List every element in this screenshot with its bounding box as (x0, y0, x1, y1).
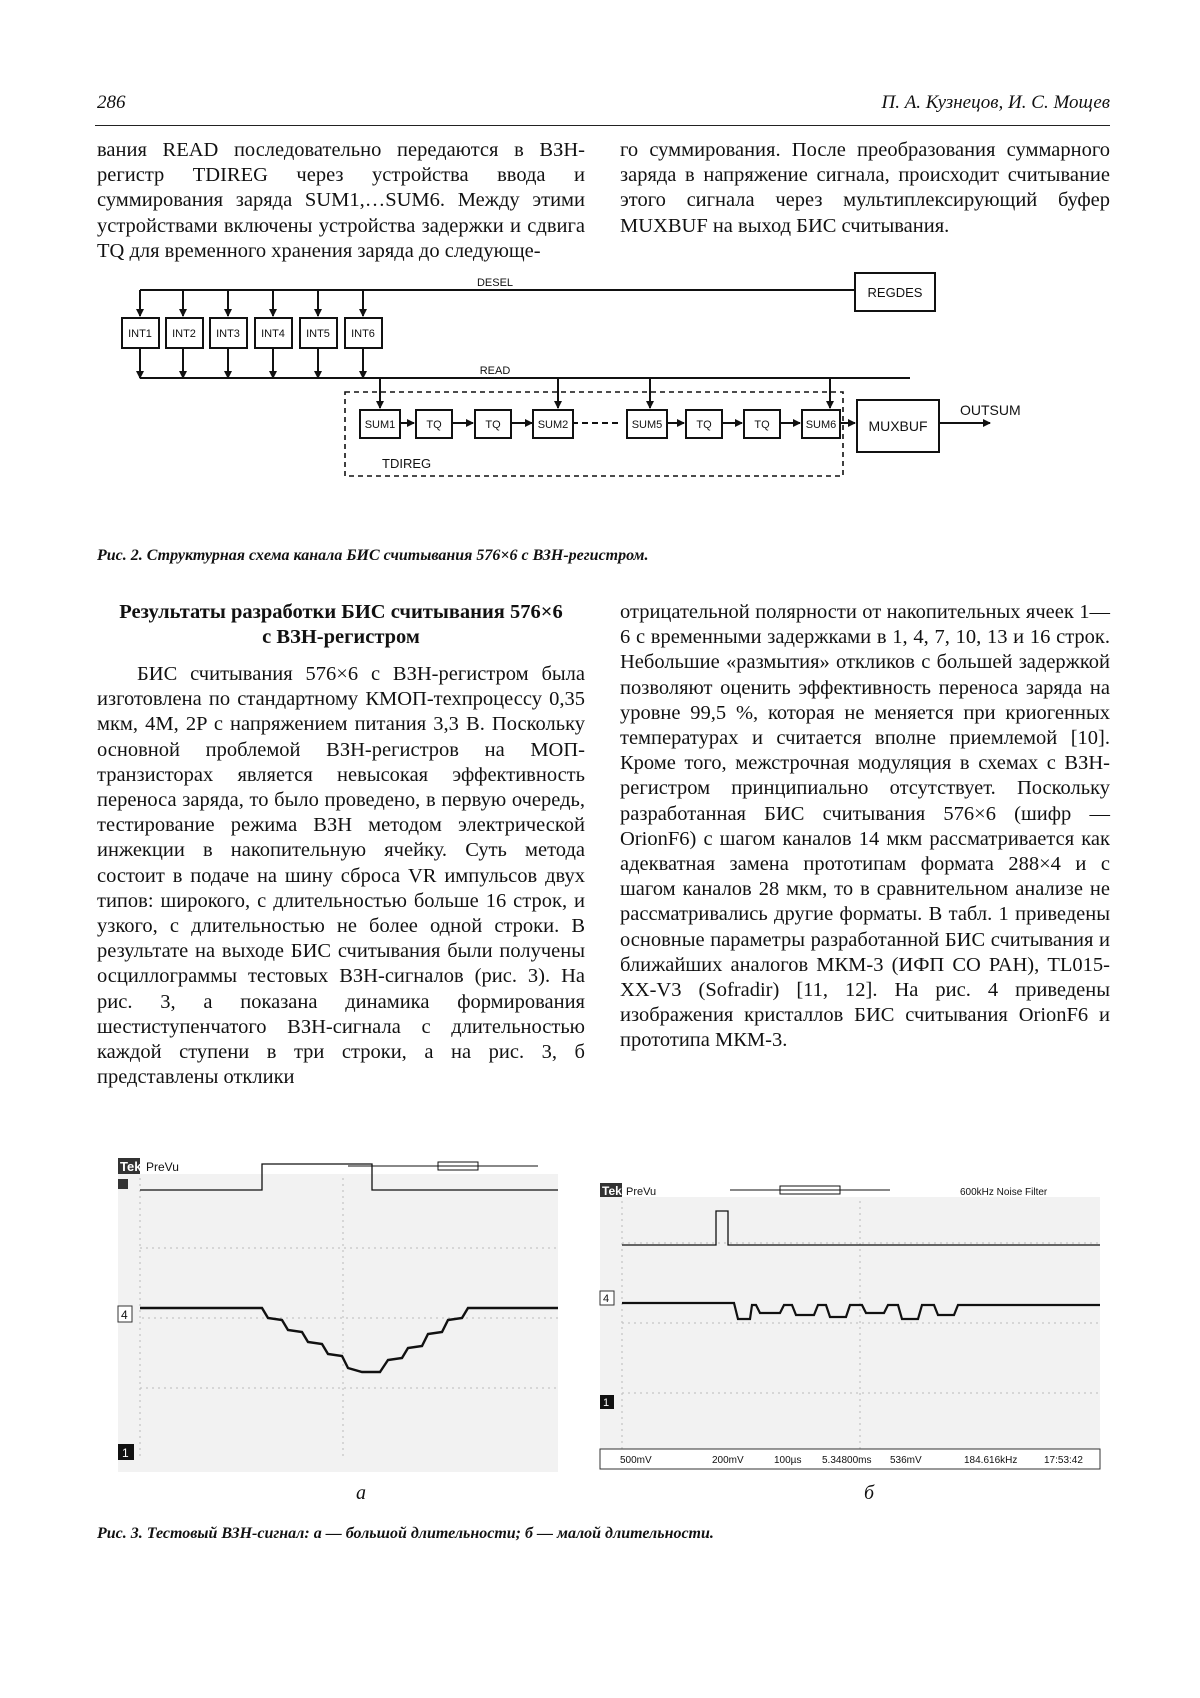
scope-a-brand: Tek (120, 1159, 142, 1174)
int5-label: INT5 (306, 328, 330, 340)
read-label: READ (479, 365, 511, 377)
int3-label: INT3 (216, 328, 240, 340)
sum1-label: SUM1 (364, 419, 396, 431)
figure-2-block-diagram (120, 277, 1100, 515)
scope-b-filter: 600kHz Noise Filter (960, 1187, 1048, 1198)
scope-b-ch1-readout: 500mV (620, 1455, 652, 1466)
tq-label-1: TQ (426, 419, 442, 431)
page-number: 286 (97, 92, 126, 113)
bottom-left-column (97, 600, 585, 1090)
tq-label-4: TQ (754, 419, 770, 431)
sum5-label: SUM5 (631, 419, 663, 431)
tdireg-label: TDIREG (382, 456, 432, 471)
figure-2-caption: Рис. 2. Структурная схема канала БИС считывания 576×6 с ВЗН-регистром. (97, 547, 649, 564)
desel-label: DESEL (476, 277, 514, 289)
bottom-right-paragraph: отрицательной полярности от накопительных ячеек 1—6 с временными задержками в 1, 4, 7, 10, 13 и 16 строк. Небольшие «размытия» откликов с большей задержкой позволяют оценить эффективность переноса заряда на уровне 99,5 %, которая не меняется при криогенных температурах и считается вполне приемлемой [10]. Кроме того, межстрочная модуляция в схемах с ВЗН-регистром принципиально отсутствует. Поскольку разработанная БИС считывания 576×6 (шифр — OrionF6) с шагом каналов 14 мкм рассматривается как адекватная замена прототипам формата 288×4 и с шагом каналов 28 мкм, то в сравнительном анализе не рассматривались другие форматы. В табл. 1 приведены основные параметры разработанной БИС считывания и ближайших аналогов МКМ-3 (ИФП СО РАН), TL015-XX-V3 (Sofradir) [11, 12]. На рис. 4 приведены изображения кристаллов БИС считывания OrionF6 и прототипа МКМ-3. (620, 601, 1110, 1052)
tq-label-3: TQ (696, 419, 712, 431)
scope-b-position-readout: 5.34800ms (822, 1455, 872, 1466)
scope-b-ch4-readout: 200mV (712, 1455, 744, 1466)
scope-a-ch4-marker: 4 (121, 1308, 128, 1322)
int1-label: INT1 (128, 328, 152, 340)
int6-label: INT6 (351, 328, 375, 340)
scope-a-ch1-marker: 1 (122, 1446, 129, 1460)
scope-b-frequency-readout: 184.616kHz (964, 1455, 1018, 1466)
figure-3-caption: Рис. 3. Тестовый ВЗН-сигнал: а — большой длительности; б — малой длительности. (97, 1525, 714, 1542)
scope-b-ch1-marker: 1 (603, 1397, 610, 1409)
top-left-column (97, 138, 585, 264)
outsum-label: OUTSUM (960, 402, 1021, 418)
section-title-line2: с ВЗН-регистром (262, 626, 420, 648)
regdes-label: REGDES (867, 285, 923, 300)
scope-b-timebase-readout: 100µs (774, 1455, 802, 1466)
figure-3a-label: а (356, 1482, 366, 1504)
muxbuf-label: MUXBUF (868, 418, 928, 434)
scope-b-brand: Tek (602, 1184, 622, 1198)
header-rule (95, 125, 1110, 126)
scope-b-ch4-marker: 4 (603, 1293, 610, 1305)
bottom-left-paragraph: БИС считывания 576×6 с ВЗН-регистром была изготовлена по стандартному КМОП-техпроцессу 0,35 мкм, 4M, 2P с напряжением питания 3,3 В. Поскольку основной проблемой ВЗН-регистров на МОП-транзисторах является невысокая эффективность переноса заряда, то было проведено, в первую очередь, тестирование режима ВЗН методом электрической инжекции в накопительную ячейку. Суть метода состоит в подаче на шину сброса VR импульсов двух типов: широкого, с длительностью больше 16 строк, и узкого, с длительностью не более одной строки. В результате на выходе БИС считывания были получены осциллограммы тестовых ВЗН-сигналов (рис. 3). На рис. 3, а показана динамика формирования шестиступенчатого ВЗН-сигнала с длительностью каждой ступени в три строки, а на рис. 3, б представлены отклики (97, 663, 585, 1089)
sum2-label: SUM2 (537, 419, 569, 431)
figure-3b-label: б (864, 1482, 875, 1504)
section-title-line1: Результаты разработки БИС считывания 576×6 (119, 601, 563, 623)
scope-b-mode: PreVu (626, 1186, 657, 1198)
section-title (97, 600, 585, 650)
running-head: П. А. Кузнецов, И. С. Мощев (881, 92, 1110, 113)
sum6-label: SUM6 (805, 419, 837, 431)
scope-a-mode: PreVu (146, 1160, 179, 1174)
tq-label-2: TQ (485, 419, 501, 431)
scope-b-clock-readout: 17:53:42 (1044, 1455, 1083, 1466)
bottom-right-column (620, 600, 1110, 1054)
oscilloscope-a (118, 1158, 558, 1472)
oscilloscope-b (600, 1183, 1100, 1469)
top-right-column (620, 138, 1110, 239)
int4-label: INT4 (261, 328, 285, 340)
top-left-paragraph: вания READ последовательно передаются в ВЗН-регистр TDIREG через устройства ввода и суммирования заряда SUM1,…SUM6. Между этими устройствами включены устройства задержки и сдвига TQ для временного хранения заряда до следующе- (97, 139, 585, 262)
int2-label: INT2 (172, 328, 196, 340)
scope-b-trigger-readout: 536mV (890, 1455, 922, 1466)
top-right-paragraph: го суммирования. После преобразования суммарного заряда в напряжение сигнала, происходит считывание этого сигнала через мультиплексирующий буфер MUXBUF на выход БИС считывания. (620, 139, 1110, 237)
